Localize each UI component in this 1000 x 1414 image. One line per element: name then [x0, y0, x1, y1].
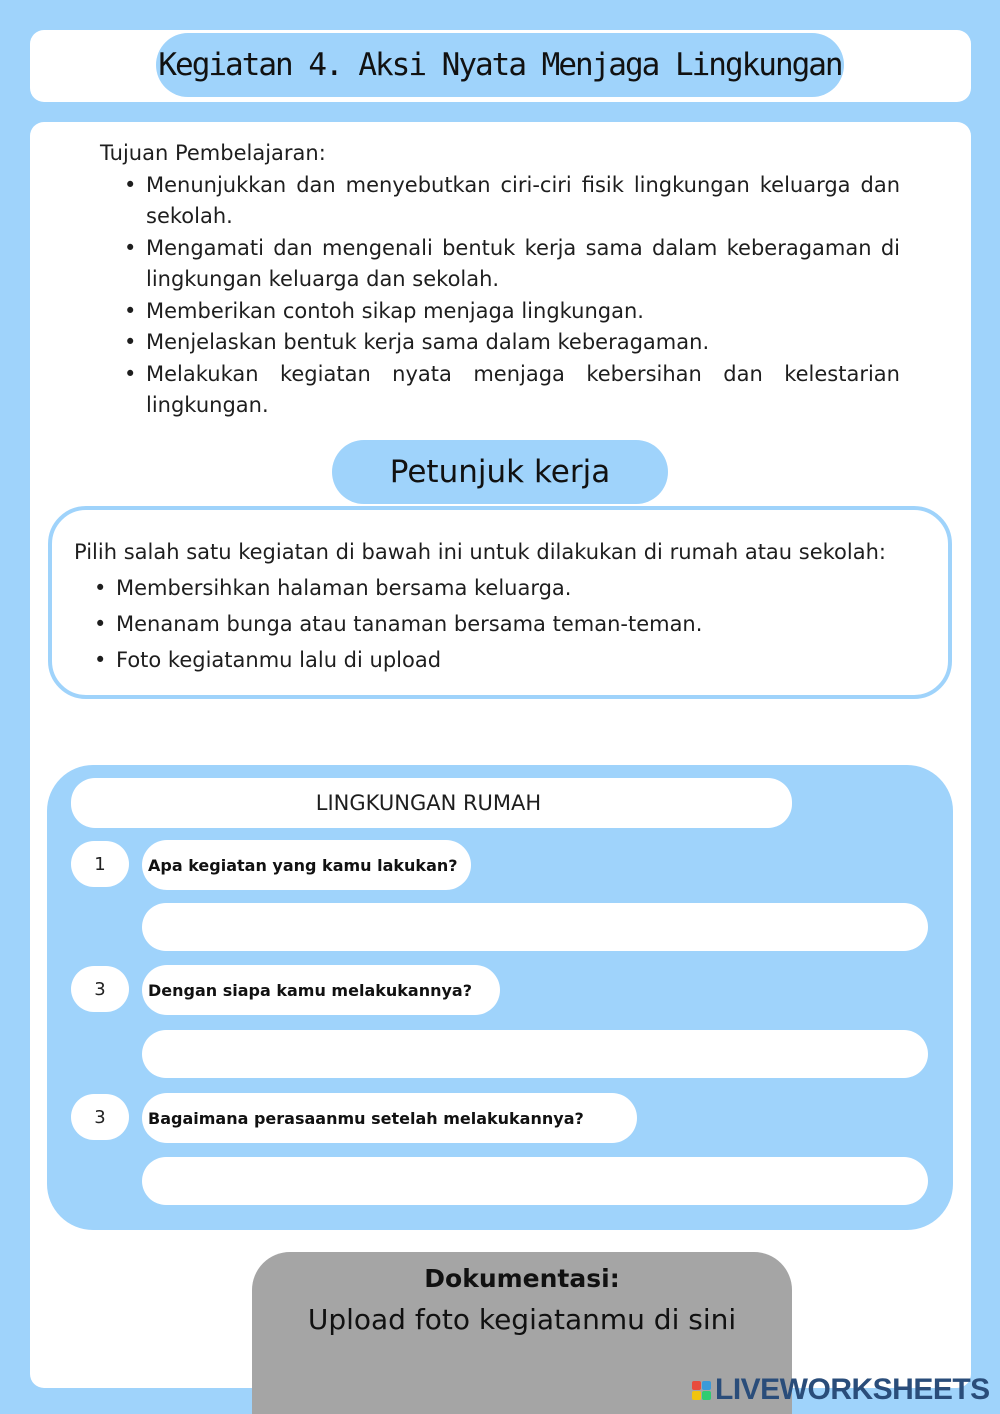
brand-name: LIVEWORKSHEETS	[715, 1373, 990, 1406]
instructions-list	[92, 570, 948, 678]
question-label: Dengan siapa kamu melakukannya?	[142, 965, 500, 1015]
question-number: 3	[71, 1094, 129, 1140]
instruction-item: • Menanam bunga atau tanaman bersama teman-teman.	[92, 606, 948, 642]
objective-item: • Melakukan kegiatan nyata menjaga kebersihan dan kelestarian lingkungan.	[122, 359, 900, 422]
instructions-box	[48, 506, 952, 699]
documentation-title: Dokumentasi:	[424, 1264, 620, 1293]
instructions-lead: Pilih salah satu kegiatan di bawah ini untuk dilakukan di rumah atau sekolah:	[74, 540, 886, 564]
instructions-heading: Petunjuk kerja	[332, 440, 668, 504]
objectives-list	[122, 170, 900, 422]
instruction-item: • Foto kegiatanmu lalu di upload	[92, 642, 948, 678]
section-label: LINGKUNGAN RUMAH	[71, 778, 792, 828]
learning-objectives	[100, 138, 900, 422]
objective-item: • Mengamati dan mengenali bentuk kerja sama dalam keberagaman di lingkungan keluarga dan sekolah.	[122, 233, 900, 296]
documentation-text: Upload foto kegiatanmu di sini	[307, 1303, 737, 1336]
instruction-item: • Membersihkan halaman bersama keluarga.	[92, 570, 948, 606]
liveworksheets-logo	[692, 1374, 990, 1406]
question-number: 3	[71, 966, 129, 1012]
answer-input-3[interactable]	[142, 1157, 928, 1205]
objective-item: • Menjelaskan bentuk kerja sama dalam keberagaman.	[122, 327, 900, 359]
question-label: Bagaimana perasaanmu setelah melakukannya?	[142, 1093, 637, 1143]
liveworksheets-icon	[692, 1381, 711, 1400]
answer-input-1[interactable]	[142, 903, 928, 951]
objectives-heading: Tujuan Pembelajaran:	[100, 141, 326, 165]
question-number: 1	[71, 841, 129, 887]
page-title: Kegiatan 4. Aksi Nyata Menjaga Lingkungan	[156, 33, 844, 97]
question-label: Apa kegiatan yang kamu lakukan?	[142, 840, 471, 890]
answer-input-2[interactable]	[142, 1030, 928, 1078]
objective-item: • Memberikan contoh sikap menjaga lingkungan.	[122, 296, 900, 328]
objective-item: • Menunjukkan dan menyebutkan ciri-ciri fisik lingkungan keluarga dan sekolah.	[122, 170, 900, 233]
